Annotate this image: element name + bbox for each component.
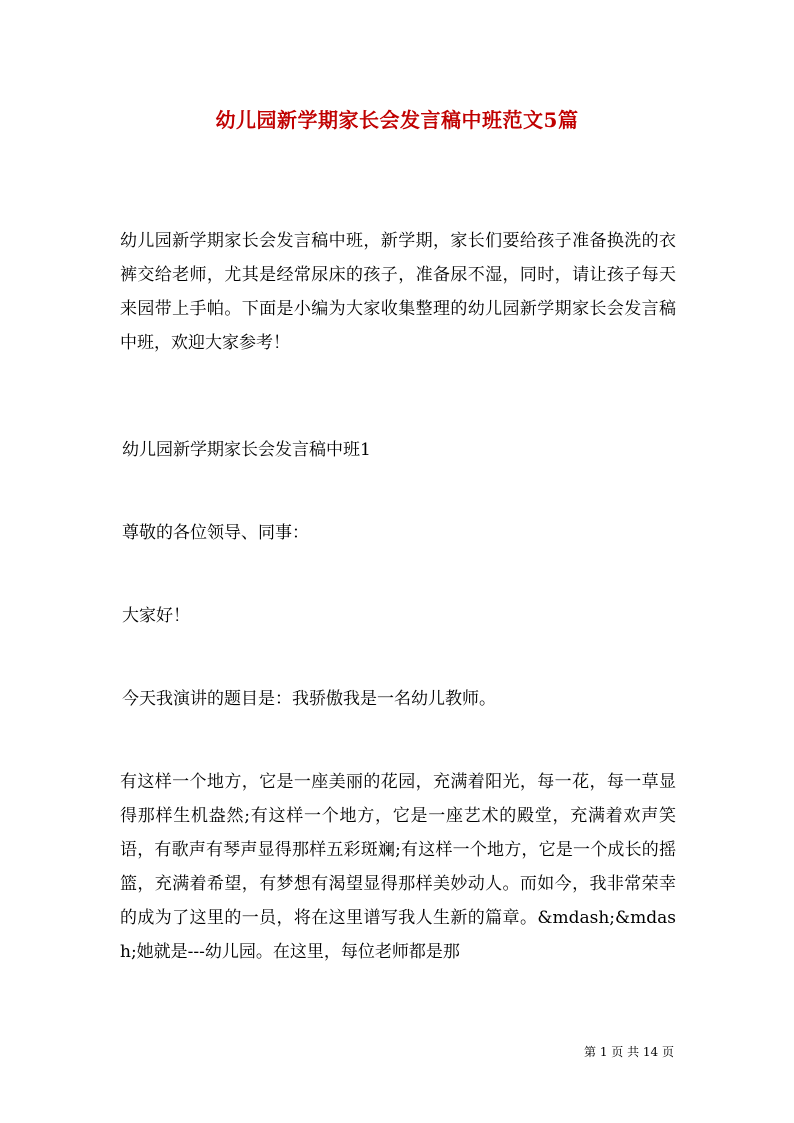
intro-paragraph: 幼儿园新学期家长会发言稿中班，新学期，家长们要给孩子准备换洗的衣裤交给老师，尤其是经常尿床的孩子，准备尿不湿，同时，请让孩子每天来园带上手帕。下面是小编为大家收集整理的幼儿园新学期家长会发言稿中班，欢迎大家参考！ [120,231,676,353]
document-title: 幼儿园新学期家长会发言稿中班范文5篇 [215,108,579,132]
salutation-paragraph: 尊敬的各位领导、同事： [122,523,309,543]
section-heading: 幼儿园新学期家长会发言稿中班1 [122,440,371,460]
page-number-footer: 第 1 页 共 14 页 [584,1045,674,1059]
topic-paragraph: 今天我演讲的题目是：我骄傲我是一名幼儿教师。 [122,689,496,709]
body-paragraph: 有这样一个地方，它是一座美丽的花园，充满着阳光，每一花，每一草显得那样生机盎然;有这样一个地方，它是一座艺术的殿堂，充满着欢声笑语，有歌声有琴声显得那样五彩斑斓;有这样一个地方，它是一个成长的摇篮，充满着希望，有梦想有渴望显得那样美妙动人。而如今，我非常荣幸的成为了这里的一员，将在这里谱写我人生新的篇章。&mdash;&mdash;她就是---幼儿园。在这里，每位老师都是那 [120,772,676,962]
greeting-paragraph: 大家好！ [122,606,190,626]
